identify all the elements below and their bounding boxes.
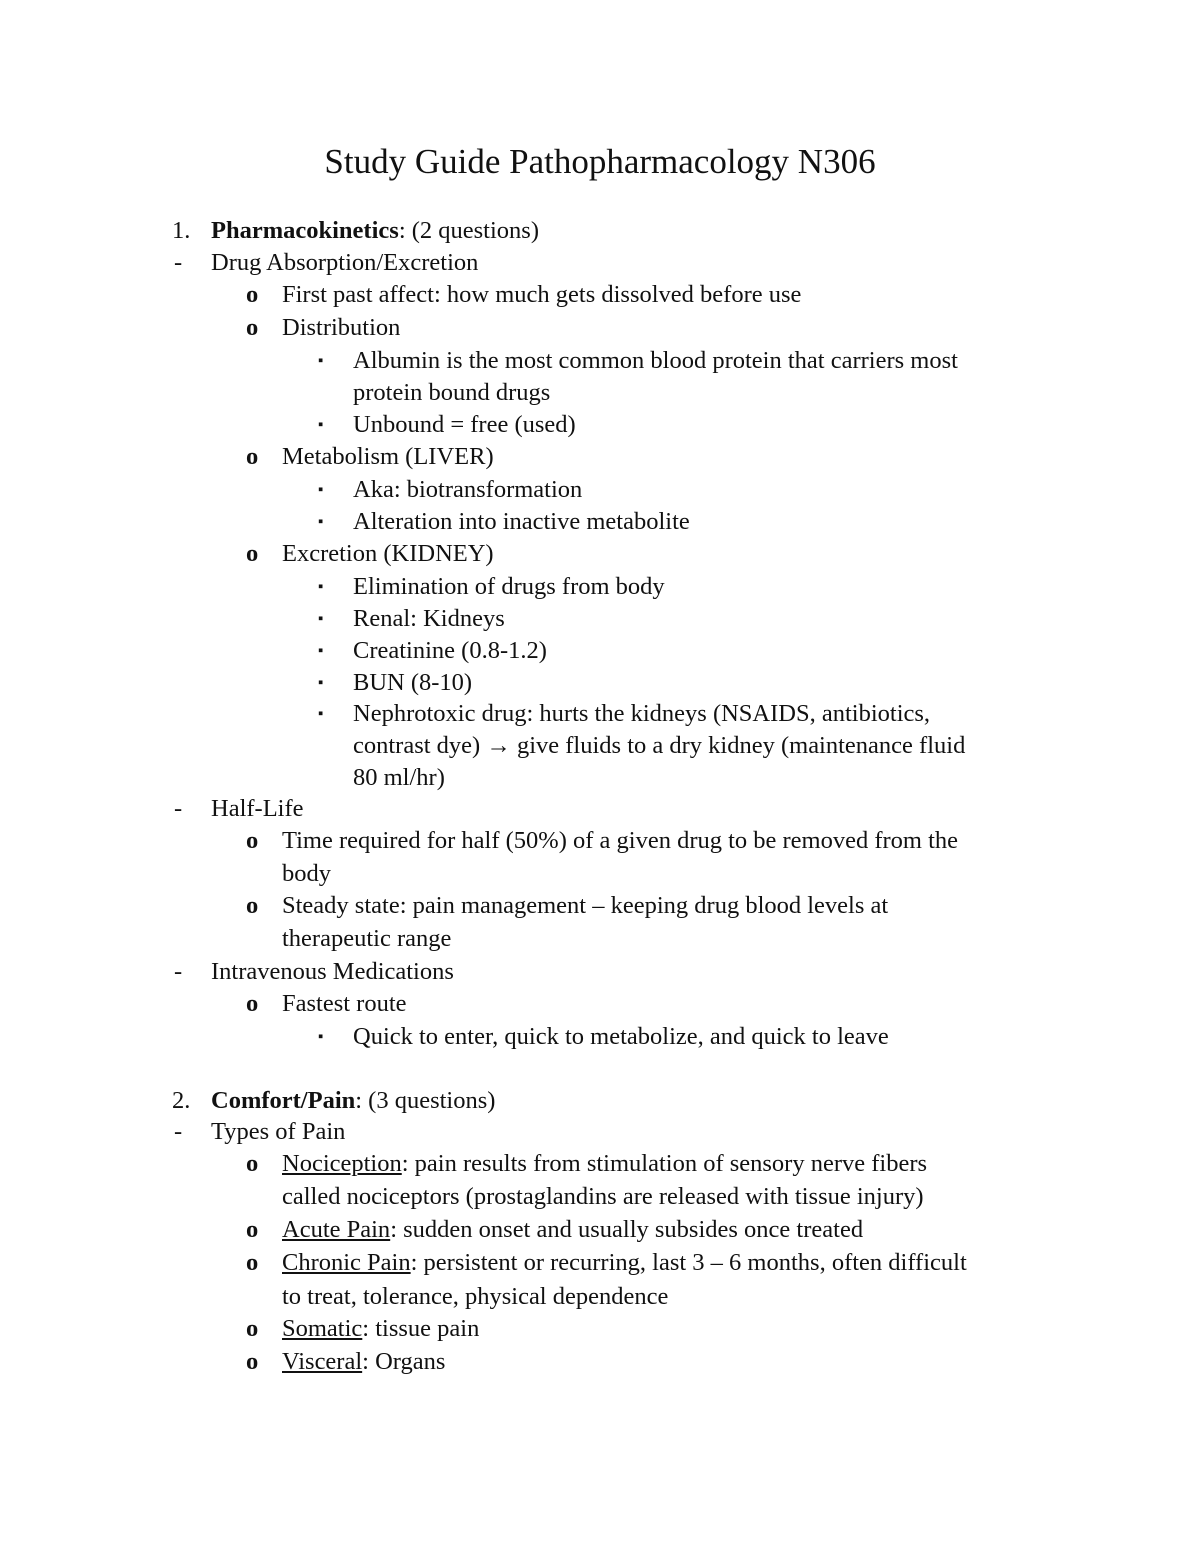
circle-bullet: o [246, 827, 259, 854]
list-item: Steady state: pain management – keeping drug blood levels at [282, 892, 889, 919]
square-bullet: ▪ [318, 579, 324, 595]
list-item [282, 1148, 927, 1180]
section-heading [211, 215, 539, 247]
list-item: Alteration into inactive metabolite [353, 508, 690, 535]
section-heading [211, 1085, 495, 1117]
square-bullet: ▪ [318, 514, 324, 530]
list-item-continuation: 80 ml/hr) [353, 764, 445, 791]
list-item: Intravenous Medications [211, 958, 454, 985]
square-bullet: ▪ [318, 1029, 324, 1045]
square-bullet: ▪ [318, 611, 324, 627]
document-title: Study Guide Pathopharmacology N306 [324, 142, 876, 181]
dash-bullet: - [174, 795, 183, 822]
circle-bullet: o [246, 1150, 259, 1177]
list-item: Renal: Kidneys [353, 605, 505, 632]
circle-bullet: o [246, 1249, 259, 1276]
list-item: Albumin is the most common blood protein that carriers most [353, 347, 958, 374]
circle-bullet: o [246, 443, 259, 470]
circle-bullet: o [246, 892, 259, 919]
circle-bullet: o [246, 990, 259, 1017]
dash-bullet: - [174, 958, 183, 985]
square-bullet: ▪ [318, 643, 324, 659]
list-item [282, 1313, 479, 1345]
list-item [282, 1247, 967, 1279]
term-chronic-pain: Chronic Pain [282, 1249, 411, 1276]
definition: : pain results from stimulation of sensory nerve fibers [401, 1150, 928, 1177]
square-bullet: ▪ [318, 353, 324, 369]
list-item: Elimination of drugs from body [353, 573, 665, 600]
section-heading-suffix: : (3 questions) [355, 1087, 496, 1114]
dash-bullet: - [174, 1118, 183, 1145]
circle-bullet: o [246, 281, 259, 308]
section-heading-term: Comfort/Pain [211, 1087, 356, 1114]
list-item: Time required for half (50%) of a given drug to be removed from the [282, 827, 959, 854]
square-bullet: ▪ [318, 417, 324, 433]
list-item-continuation: called nociceptors (prostaglandins are released with tissue injury) [282, 1183, 924, 1210]
circle-bullet: o [246, 1216, 259, 1243]
list-number: 2. [172, 1087, 191, 1114]
definition: : Organs [362, 1348, 446, 1375]
circle-bullet: o [246, 540, 259, 567]
list-item: Half-Life [211, 795, 304, 822]
term-acute-pain: Acute Pain [282, 1216, 391, 1243]
circle-bullet: o [246, 1348, 259, 1375]
list-item: Fastest route [282, 990, 407, 1017]
definition: : sudden onset and usually subsides once treated [390, 1216, 864, 1243]
list-item: Quick to enter, quick to metabolize, and quick to leave [353, 1023, 889, 1050]
list-item: Drug Absorption/Excretion [211, 249, 479, 276]
square-bullet: ▪ [318, 675, 324, 691]
list-item: Unbound = free (used) [353, 411, 576, 438]
term-visceral: Visceral [282, 1348, 363, 1375]
term-nociception: Nociception [282, 1150, 402, 1177]
list-number: 1. [172, 217, 191, 244]
definition: : persistent or recurring, last 3 – 6 months, often difficult [410, 1249, 967, 1276]
list-item [282, 1346, 445, 1378]
list-item: Excretion (KIDNEY) [282, 540, 494, 567]
list-item: Distribution [282, 314, 401, 341]
term-somatic: Somatic [282, 1315, 363, 1342]
list-item-continuation: contrast dye) → give fluids to a dry kidney (maintenance fluid [353, 732, 966, 759]
list-item: Types of Pain [211, 1118, 346, 1145]
list-item: Nephrotoxic drug: hurts the kidneys (NSAIDS, antibiotics, [353, 700, 931, 727]
square-bullet: ▪ [318, 706, 324, 722]
square-bullet: ▪ [318, 482, 324, 498]
circle-bullet: o [246, 1315, 259, 1342]
list-item: First past affect: how much gets dissolved before use [282, 281, 802, 308]
list-item: BUN (8-10) [353, 669, 473, 696]
section-heading-term: Pharmacokinetics [211, 217, 399, 244]
list-item [282, 1214, 863, 1246]
section-heading-suffix: : (2 questions) [398, 217, 539, 244]
list-item: Aka: biotransformation [353, 476, 583, 503]
list-item-continuation: protein bound drugs [353, 379, 551, 406]
list-item: Creatinine (0.8-1.2) [353, 637, 547, 664]
list-item-continuation: therapeutic range [282, 925, 452, 952]
definition: : tissue pain [362, 1315, 480, 1342]
list-item-continuation: to treat, tolerance, physical dependence [282, 1283, 669, 1310]
dash-bullet: - [174, 249, 183, 276]
list-item: Metabolism (LIVER) [282, 443, 494, 470]
circle-bullet: o [246, 314, 259, 341]
list-item-continuation: body [282, 860, 331, 887]
